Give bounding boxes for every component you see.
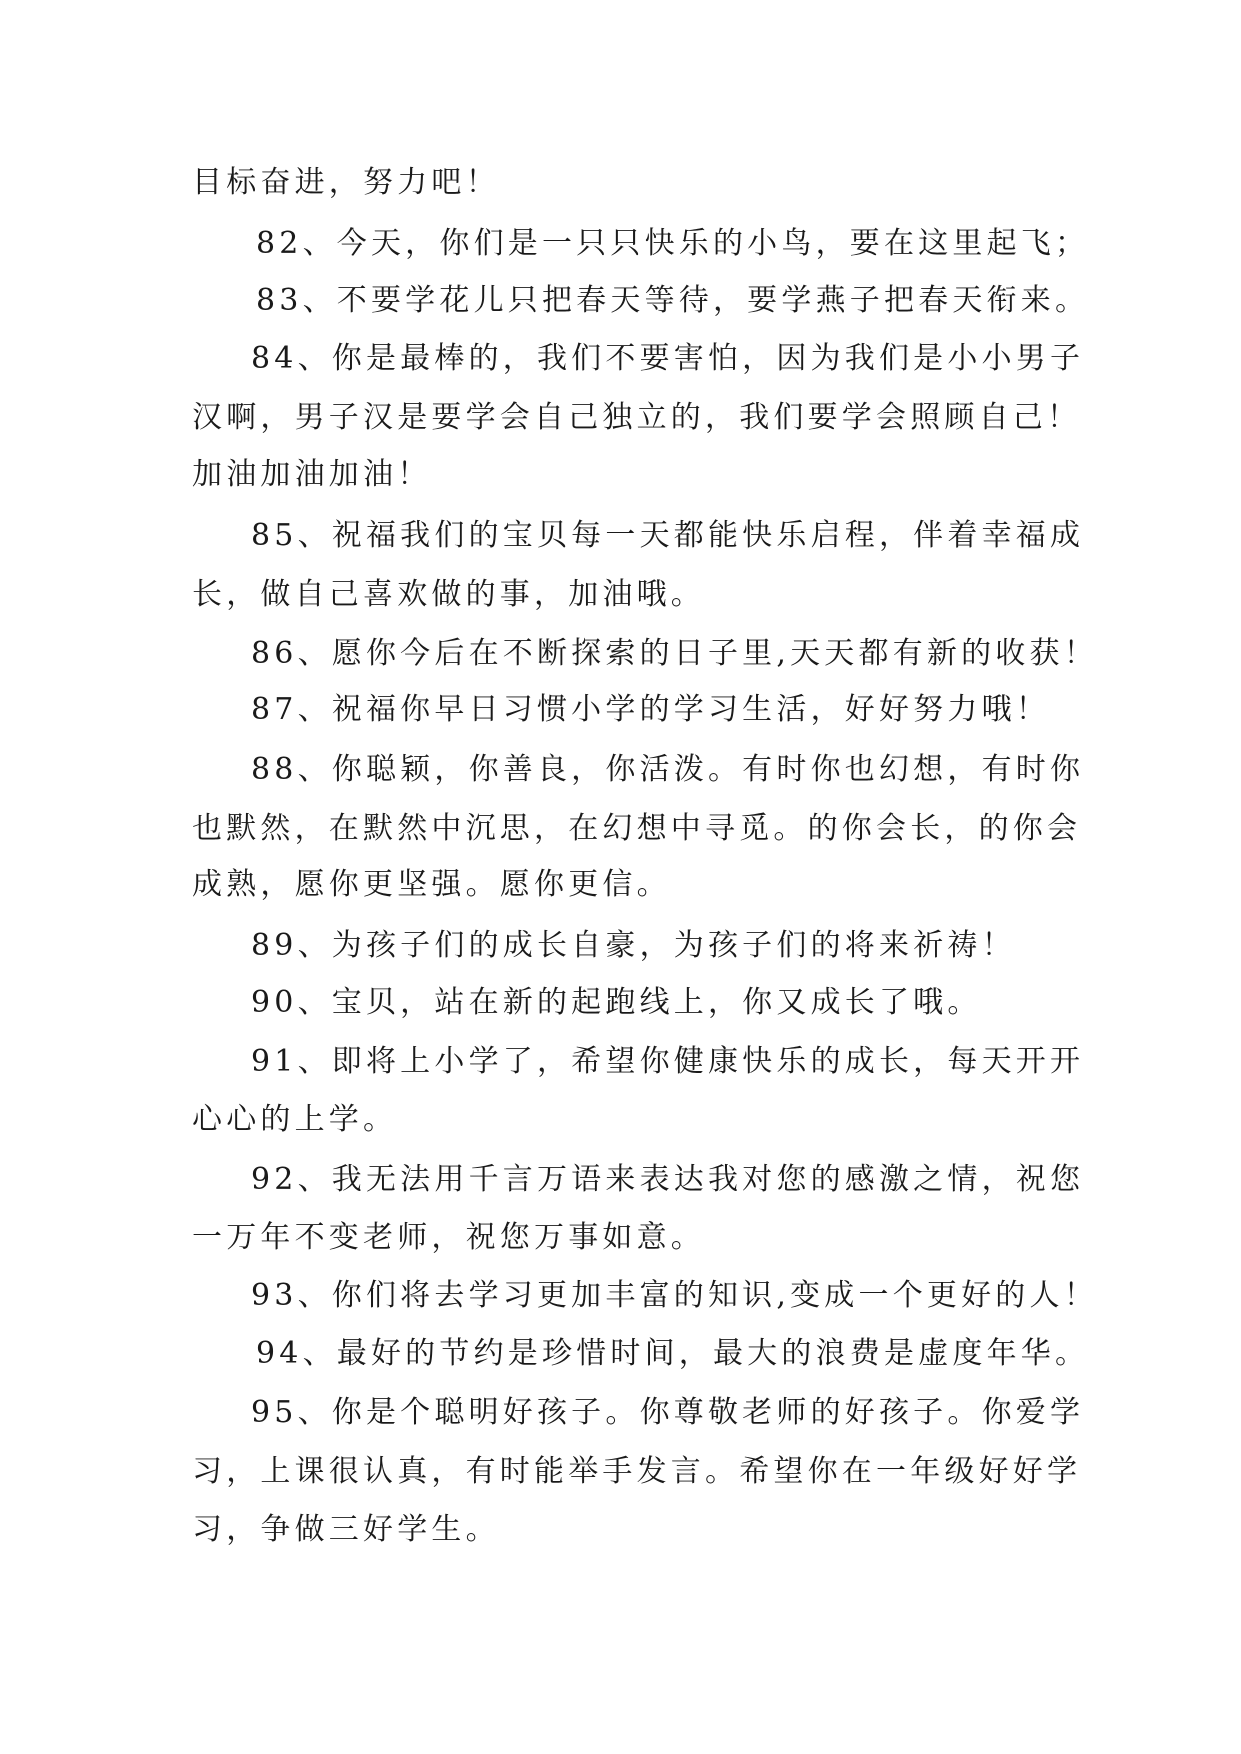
text-line-item-84-cont: 加油加油加油！ [192,457,432,492]
text-line-item-89: 89、为孩子们的成长自豪，为孩子们的将来祈祷！ [251,928,1016,963]
text-line-item-94: 94、最好的节约是珍惜时间，最大的浪费是虚度年华。 [256,1336,1090,1371]
text-line-item-91-cont: 心心的上学。 [192,1102,398,1137]
text-line-item-83: 83、不要学花儿只把春天等待，要学燕子把春天衔来。 [256,283,1090,318]
text-line-item-95-cont: 习，上课很认真，有时能举手发言。希望你在一年级好好学 [192,1454,1082,1489]
text-line-item-95-cont: 习，争做三好学生。 [192,1512,500,1547]
text-line-item-84: 84、你是最棒的，我们不要害怕，因为我们是小小男子 [251,341,1085,376]
text-line-item-88-cont: 也默然，在默然中沉思，在幻想中寻觅。的你会长，的你会 [192,811,1082,846]
text-line-item-87: 87、祝福你早日习惯小学的学习生活，好好努力哦！ [251,692,1050,727]
text-line-item-90: 90、宝贝，站在新的起跑线上，你又成长了哦。 [251,985,982,1020]
text-line-item-88-cont: 成熟，愿你更坚强。愿你更信。 [192,867,671,902]
text-line-item-82: 82、今天，你们是一只只快乐的小鸟，要在这里起飞； [256,226,1090,261]
text-line-item-92: 92、我无法用千言万语来表达我对您的感激之情，祝您 [251,1162,1085,1197]
text-line-item-93: 93、你们将去学习更加丰富的知识,变成一个更好的人！ [251,1278,1098,1313]
text-line-item-92-cont: 一万年不变老师，祝您万事如意。 [192,1220,705,1255]
text-line-item-95: 95、你是个聪明好孩子。你尊敬老师的好孩子。你爱学 [251,1395,1085,1430]
text-line-item-85: 85、祝福我们的宝贝每一天都能快乐启程，伴着幸福成 [251,518,1085,553]
text-line-continuation: 目标奋进，努力吧！ [192,165,500,200]
text-line-item-88: 88、你聪颖，你善良，你活泼。有时你也幻想，有时你 [251,752,1085,787]
text-line-item-85-cont: 长，做自己喜欢做的事，加油哦。 [192,577,705,612]
text-line-item-86: 86、愿你今后在不断探索的日子里,天天都有新的收获！ [251,636,1098,671]
text-line-item-91: 91、即将上小学了，希望你健康快乐的成长，每天开开 [251,1044,1085,1079]
text-line-item-84-cont: 汉啊，男子汉是要学会自己独立的，我们要学会照顾自己！ [192,400,1082,435]
